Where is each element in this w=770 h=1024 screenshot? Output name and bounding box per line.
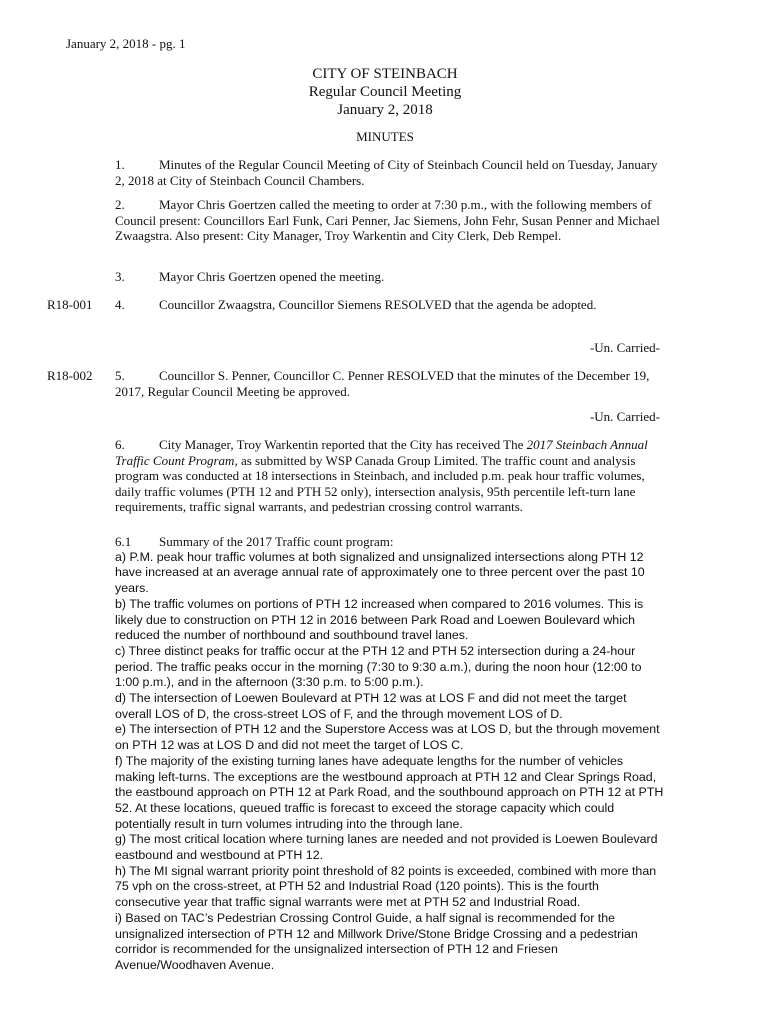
item-text: City Manager, Troy Warkentin reported that the City has received The bbox=[159, 437, 527, 452]
document-title-city: CITY OF STEINBACH bbox=[312, 66, 458, 82]
item-text: Councillor S. Penner, Councillor C. Penner RESOLVED that the minutes of the December 19, 2017, Regular Council Meeting be approved. bbox=[115, 368, 650, 399]
resolution-number: R18-001 bbox=[47, 297, 93, 312]
document-title-meeting: Regular Council Meeting bbox=[308, 84, 462, 100]
item-text: Councillor Zwaagstra, Councillor Siemens RESOLVED that the agenda be adopted. bbox=[159, 297, 597, 312]
traffic-summary bbox=[115, 534, 665, 974]
item-number: 6. bbox=[115, 437, 125, 452]
summary-point: h) The MI signal warrant priority point threshold of 82 points is exceeded, combined with more than 75 vph on the cross-street, at PTH 52 and Industrial Road (120 points). This is the fourth consecutive year that traffic signal warrants were met at PTH 52 and Industrial Road. bbox=[115, 863, 657, 910]
summary-point: d) The intersection of Loewen Boulevard at PTH 12 was at LOS F and did not meet the target overall LOS of D, the cross-street LOS of F, and the through movement LOS of D. bbox=[115, 691, 627, 721]
summary-point: c) Three distinct peaks for traffic occur at the PTH 12 and PTH 52 intersection during a 24-hour period. The traffic peaks occur in the morning (7:30 to 9:30 a.m.), during the noon hour (12:00 to 1:00 p.m.), and in the afternoon (3:30 p.m. to 5:00 p.m.). bbox=[115, 643, 642, 690]
item-text: Minutes of the Regular Council Meeting of City of Steinbach Council held on Tuesday, January 2, 2018 at City of Steinbach Council Chambers. bbox=[115, 157, 658, 188]
report-title: 2017 Steinbach Annual Traffic Count Program bbox=[115, 437, 648, 468]
summary-point: f) The majority of the existing turning lanes have adequate lengths for the number of vehicles making left-turns. The exceptions are the westbound approach at PTH 12 and Clear Springs Road, the eastbound approach on PTH 12 at Park Road, and the southbound approach on PTH 12 at PTH 52. At these locations, queued traffic is forecast to exceed the storage capacity which could potentially result in turn volumes intruding into the through lane. bbox=[115, 753, 664, 831]
summary-point: b) The traffic volumes on portions of PTH 12 increased when compared to 2016 volumes. This is likely due to construction on PTH 12 in 2016 between Park Road and Loewen Boulevard which reduced the number of northbound and southbound travel lanes. bbox=[115, 596, 644, 643]
section-heading: MINUTES bbox=[356, 129, 414, 144]
summary-number: 6.1 bbox=[115, 534, 132, 549]
item-number: 1. bbox=[115, 157, 125, 172]
minutes-item-6 bbox=[115, 437, 660, 515]
summary-point: i) Based on TAC’s Pedestrian Crossing Control Guide, a half signal is recommended for the unsignalized intersection of PTH 12 and Millwork Drive/Stone Bridge Crossing and a pedestrian corridor is recommended for the unsignalized intersection of PTH 12 and Friesen Avenue/Woodhaven Avenue. bbox=[115, 910, 638, 972]
minutes-item-1 bbox=[115, 157, 660, 188]
item-number: 3. bbox=[115, 269, 125, 284]
minutes-item-3 bbox=[115, 269, 660, 285]
summary-point: g) The most critical location where turning lanes are needed and not provided is Loewen Boulevard eastbound and westbound at PTH 12. bbox=[115, 832, 658, 863]
minutes-item-2 bbox=[115, 197, 660, 244]
summary-point: e) The intersection of PTH 12 and the Superstore Access was at LOS D, but the through movement on PTH 12 was at LOS D and did not meet the target of LOS C. bbox=[115, 722, 660, 753]
summary-point: a) P.M. peak hour traffic volumes at both signalized and unsignalized intersections along PTH 12 have increased at an average annual rate of approximately one to three percent over the past 10 years. bbox=[115, 549, 645, 596]
item-number: 2. bbox=[115, 197, 125, 212]
item-number: 5. bbox=[115, 368, 125, 383]
carried-status: -Un. Carried- bbox=[589, 340, 660, 355]
item-text-continued: , as submitted by WSP Canada Group Limited. The traffic count and analysis program was conducted at 18 intersections in Steinbach, and included p.m. peak hour traffic volumes, daily traffic volumes (PTH 12 and PTH 52 only), intersection analysis, 95th percentile left-turn lane requirements, traffic signal warrants, and pedestrian crossing control warrants. bbox=[115, 452, 645, 514]
item-text: Mayor Chris Goertzen called the meeting to order at 7:30 p.m., with the following members of Council present: Councillors Earl Funk, Cari Penner, Jac Siemens, John Fehr, Susan Penner and Michael Zwaagstra. Also present: City Manager, Troy Warkentin and City Clerk, Deb Rempel. bbox=[115, 197, 660, 243]
minutes-item-5 bbox=[115, 368, 660, 399]
document-title-date: January 2, 2018 bbox=[337, 102, 433, 118]
page-header: January 2, 2018 - pg. 1 bbox=[66, 36, 186, 51]
resolution-number: R18-002 bbox=[47, 368, 93, 383]
item-text: Mayor Chris Goertzen opened the meeting. bbox=[159, 269, 385, 284]
summary-heading-text: Summary of the 2017 Traffic count program: bbox=[159, 534, 394, 549]
carried-status: -Un. Carried- bbox=[589, 409, 660, 424]
minutes-item-4 bbox=[115, 297, 660, 313]
summary-heading bbox=[115, 534, 665, 550]
item-number: 4. bbox=[115, 297, 125, 312]
